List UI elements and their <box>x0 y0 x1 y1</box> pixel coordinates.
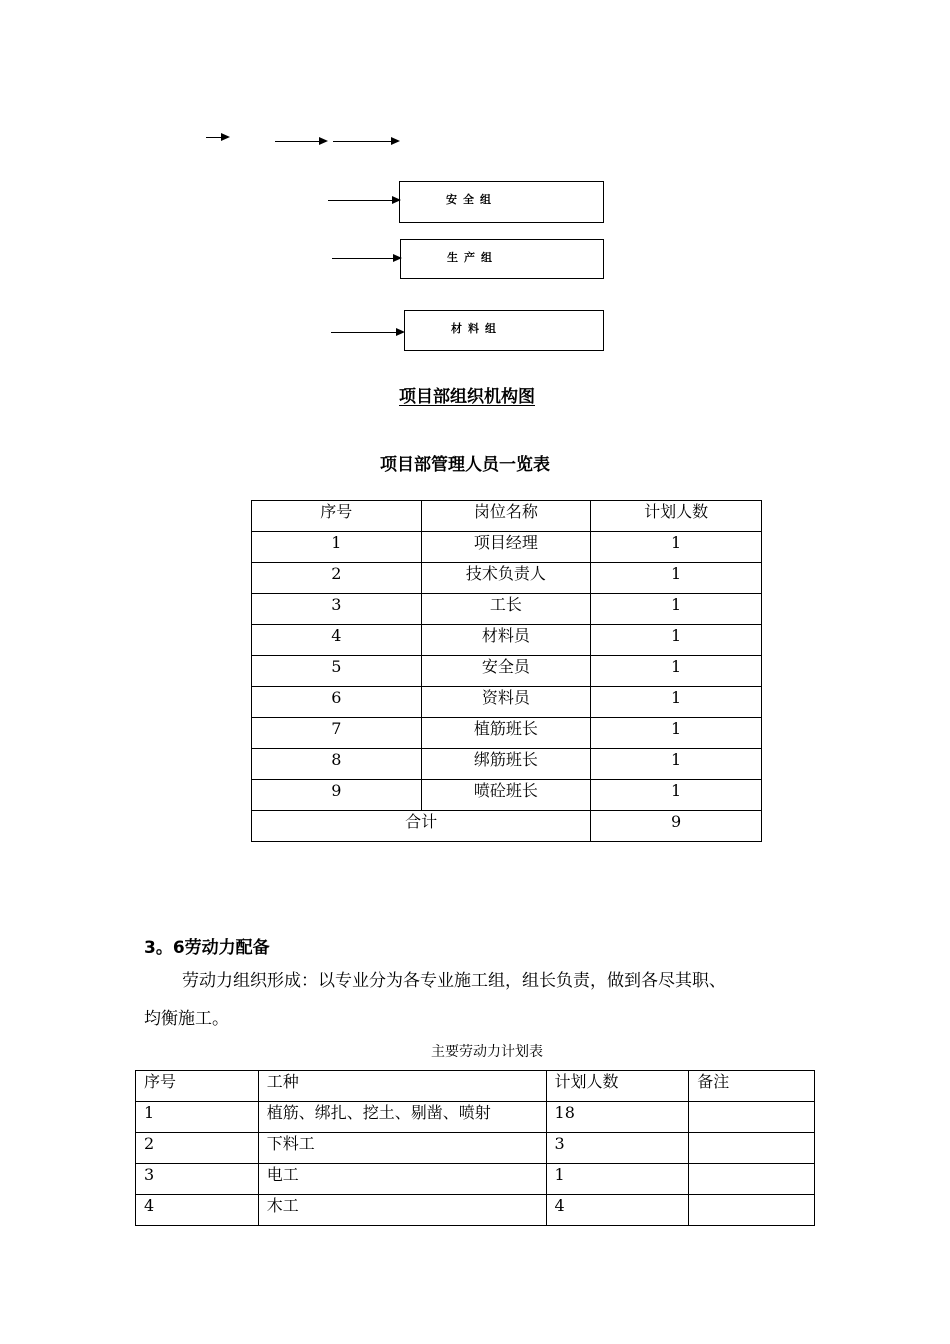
table-cell: 1 <box>591 625 762 656</box>
table-cell: 9 <box>252 780 422 811</box>
table-cell <box>689 1133 815 1164</box>
table-cell: 下料工 <box>258 1133 546 1164</box>
arrow-connector <box>275 141 326 142</box>
table-row <box>252 780 762 811</box>
header-cell: 工种 <box>258 1071 546 1102</box>
table-cell: 技术负责人 <box>421 563 591 594</box>
total-value-cell: 9 <box>591 811 762 842</box>
table-cell: 1 <box>591 594 762 625</box>
table-cell: 项目经理 <box>421 532 591 563</box>
table-cell: 工长 <box>421 594 591 625</box>
table-row <box>252 749 762 780</box>
header-cell: 计划人数 <box>591 501 762 532</box>
table-cell <box>689 1164 815 1195</box>
table-cell: 18 <box>546 1102 689 1133</box>
org-box-materials <box>404 310 604 351</box>
table-cell: 植筋班长 <box>421 718 591 749</box>
table-cell: 1 <box>591 718 762 749</box>
org-box-label: 材料组 <box>451 322 502 335</box>
table-row <box>252 718 762 749</box>
table-row <box>252 625 762 656</box>
arrow-connector <box>333 141 398 142</box>
header-cell: 计划人数 <box>546 1071 689 1102</box>
table-cell: 喷砼班长 <box>421 780 591 811</box>
table-cell: 1 <box>591 656 762 687</box>
org-box-production <box>400 239 604 279</box>
arrow-connector <box>328 200 399 201</box>
staff-table <box>251 500 762 842</box>
table-cell: 电工 <box>258 1164 546 1195</box>
table-cell: 资料员 <box>421 687 591 718</box>
org-box-label: 安全组 <box>446 193 497 206</box>
table-cell: 绑筋班长 <box>421 749 591 780</box>
table-cell: 材料员 <box>421 625 591 656</box>
table-cell <box>689 1102 815 1133</box>
table-row <box>252 563 762 594</box>
table-cell: 2 <box>136 1133 259 1164</box>
table-row <box>136 1133 815 1164</box>
table-cell: 5 <box>252 656 422 687</box>
table-cell: 4 <box>546 1195 689 1226</box>
org-box-label: 生产组 <box>447 251 498 264</box>
table-cell: 2 <box>252 563 422 594</box>
table-header-row <box>252 501 762 532</box>
table-total-row <box>252 811 762 842</box>
header-cell: 序号 <box>136 1071 259 1102</box>
table-cell: 1 <box>591 780 762 811</box>
table-cell: 6 <box>252 687 422 718</box>
table-row <box>252 532 762 563</box>
table-cell: 1 <box>136 1102 259 1133</box>
table-cell: 4 <box>136 1195 259 1226</box>
table-cell: 1 <box>591 563 762 594</box>
table-row <box>136 1195 815 1226</box>
table-cell: 植筋、绑扎、挖土、剔凿、喷射 <box>258 1102 546 1133</box>
table-cell: 1 <box>546 1164 689 1195</box>
table-cell: 安全员 <box>421 656 591 687</box>
labor-table <box>135 1070 815 1226</box>
total-label-cell: 合计 <box>252 811 591 842</box>
table-cell <box>689 1195 815 1226</box>
table-cell: 木工 <box>258 1195 546 1226</box>
table-row <box>136 1102 815 1133</box>
body-paragraph-line: 劳动力组织形成：以专业分为各专业施工组，组长负责，做到各尽其职、 <box>182 971 726 991</box>
arrow-connector <box>331 332 403 333</box>
table-row <box>252 687 762 718</box>
table-cell: 3 <box>252 594 422 625</box>
header-cell: 备注 <box>689 1071 815 1102</box>
org-box-safety <box>399 181 604 223</box>
table-row <box>136 1164 815 1195</box>
table-cell: 1 <box>591 532 762 563</box>
table-cell: 3 <box>136 1164 259 1195</box>
staff-table-title: 项目部管理人员一览表 <box>380 455 550 475</box>
header-cell: 序号 <box>252 501 422 532</box>
table-cell: 7 <box>252 718 422 749</box>
header-cell: 岗位名称 <box>421 501 591 532</box>
org-chart-caption: 项目部组织机构图 <box>399 387 535 407</box>
table-cell: 4 <box>252 625 422 656</box>
table-cell: 1 <box>591 749 762 780</box>
table-cell: 8 <box>252 749 422 780</box>
section-heading: 3。6劳动力配备 <box>144 938 270 958</box>
table-cell: 3 <box>546 1133 689 1164</box>
arrow-connector <box>332 258 400 259</box>
table-row <box>252 594 762 625</box>
table-row <box>252 656 762 687</box>
arrow-connector <box>206 137 228 138</box>
table-cell: 1 <box>591 687 762 718</box>
labor-table-caption: 主要劳动力计划表 <box>431 1044 543 1060</box>
table-cell: 1 <box>252 532 422 563</box>
table-header-row <box>136 1071 815 1102</box>
body-paragraph-line: 均衡施工。 <box>144 1009 229 1029</box>
